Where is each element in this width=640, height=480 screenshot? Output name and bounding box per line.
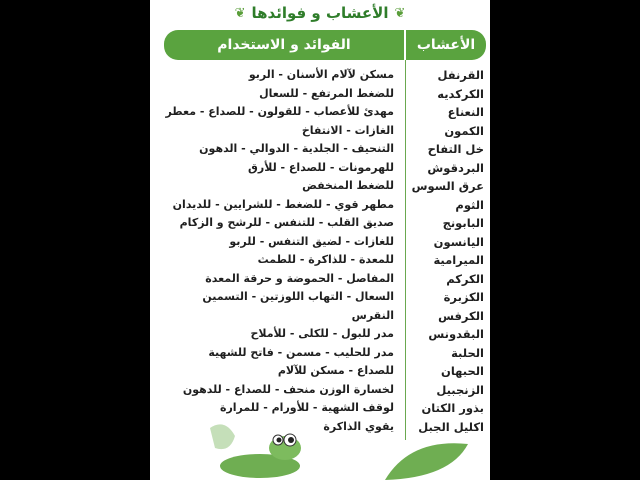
title-bar	[150, 0, 490, 26]
herb-name: الحبهان	[441, 364, 484, 378]
herb-benefit: مسكن لآلام الأسنان - الربو	[248, 68, 394, 81]
herb-benefit: لوقف الشهية - للأورام - للمرارة	[219, 401, 394, 414]
herb-name: الكركم	[446, 271, 484, 286]
herb-benefit: للمعدة - للذاكرة - للطمث	[257, 253, 394, 266]
herb-name: الثوم	[455, 197, 484, 212]
table-row	[150, 235, 490, 254]
column-header-herbs: الأعشاب	[406, 30, 486, 60]
column-header-benefits: الفوائد و الاستخدام	[164, 30, 404, 60]
herb-benefit: مهدئ للأعصاب - للقولون - للصداع - معطر	[165, 105, 394, 118]
herb-benefit: مطهر قوي - للضغط - للشرايين - للديدان	[172, 197, 394, 211]
herb-name: عرق السوس	[411, 179, 484, 193]
herb-benefit: التنحيف - الجلدية - الدوالي - الدهون	[199, 142, 394, 155]
table-row	[150, 142, 490, 161]
table-row	[150, 105, 490, 124]
herb-name: الكركديه	[437, 86, 484, 101]
table-row	[150, 179, 490, 198]
herb-name: البردقوش	[427, 160, 484, 175]
table-body	[150, 68, 490, 438]
herb-name: القرنفل	[437, 68, 484, 82]
herb-name: الزنجبيل	[436, 382, 484, 397]
table-header	[164, 30, 486, 60]
herb-benefit: صديق القلب - للتنفس - للرشح و الزكام	[179, 216, 394, 229]
herb-benefit: يقوي الذاكرة	[323, 419, 394, 433]
herb-benefit: للضغط المرتفع - للسعال	[259, 86, 394, 100]
herb-name: الكمون	[444, 123, 484, 138]
table-row	[150, 401, 490, 420]
herb-name: بذور الكتان	[421, 401, 484, 415]
herb-name: البابونج	[442, 216, 484, 230]
herb-benefit: للصداع - مسكن للآلام	[277, 364, 394, 377]
table-row	[150, 161, 490, 180]
herb-name: النعناع	[447, 105, 484, 119]
herb-benefit: مدر للبول - للكلى - للأملاح	[250, 327, 394, 340]
herb-benefit: لخسارة الوزن منحف - للصداع - للدهون	[182, 382, 394, 396]
herb-name: خل التفاح	[427, 142, 484, 156]
herb-name: اليانسون	[433, 234, 484, 249]
table-row	[150, 68, 490, 87]
table-row	[150, 309, 490, 328]
table-row	[150, 346, 490, 365]
table-row	[150, 253, 490, 272]
herb-name: الحلبة	[451, 345, 484, 360]
table-row	[150, 87, 490, 106]
herb-name: اكليل الجبل	[418, 419, 484, 434]
herb-name: البقدونس	[428, 327, 484, 341]
herb-benefit: للغازات - لضيق التنفس - للربو	[229, 234, 394, 248]
table-row	[150, 290, 490, 309]
table-row	[150, 272, 490, 291]
herb-benefit: للضغط المنخفض	[302, 179, 394, 192]
page-title: الأعشاب و فوائدها	[251, 4, 389, 22]
herb-name: الميرامية	[433, 253, 484, 267]
leaf-icon	[380, 438, 470, 480]
table-row	[150, 198, 490, 217]
table-row	[150, 216, 490, 235]
leaf-icon: ❦	[234, 5, 246, 21]
herb-name: الكرفس	[438, 308, 484, 323]
herb-benefit: السعال - التهاب اللوزتين - التسمين	[202, 290, 394, 303]
herb-benefit: للهرمونات - للصداع - للأرق	[248, 160, 394, 174]
herb-name: الكزبرة	[443, 290, 484, 304]
table-row	[150, 383, 490, 402]
table-row	[150, 327, 490, 346]
table-row	[150, 124, 490, 143]
herb-benefit: مدر للحليب - مسمن - فاتح للشهية	[208, 345, 394, 359]
table-row	[150, 364, 490, 383]
document-page	[150, 0, 490, 480]
herb-benefit: النقرس	[351, 308, 394, 322]
leaf-icon: ❦	[394, 5, 406, 21]
frog-illustration	[190, 418, 310, 478]
herb-benefit: الغازات - الانتفاخ	[301, 123, 394, 137]
herb-benefit: المفاصل - الحموضة و حرقة المعدة	[205, 271, 394, 285]
